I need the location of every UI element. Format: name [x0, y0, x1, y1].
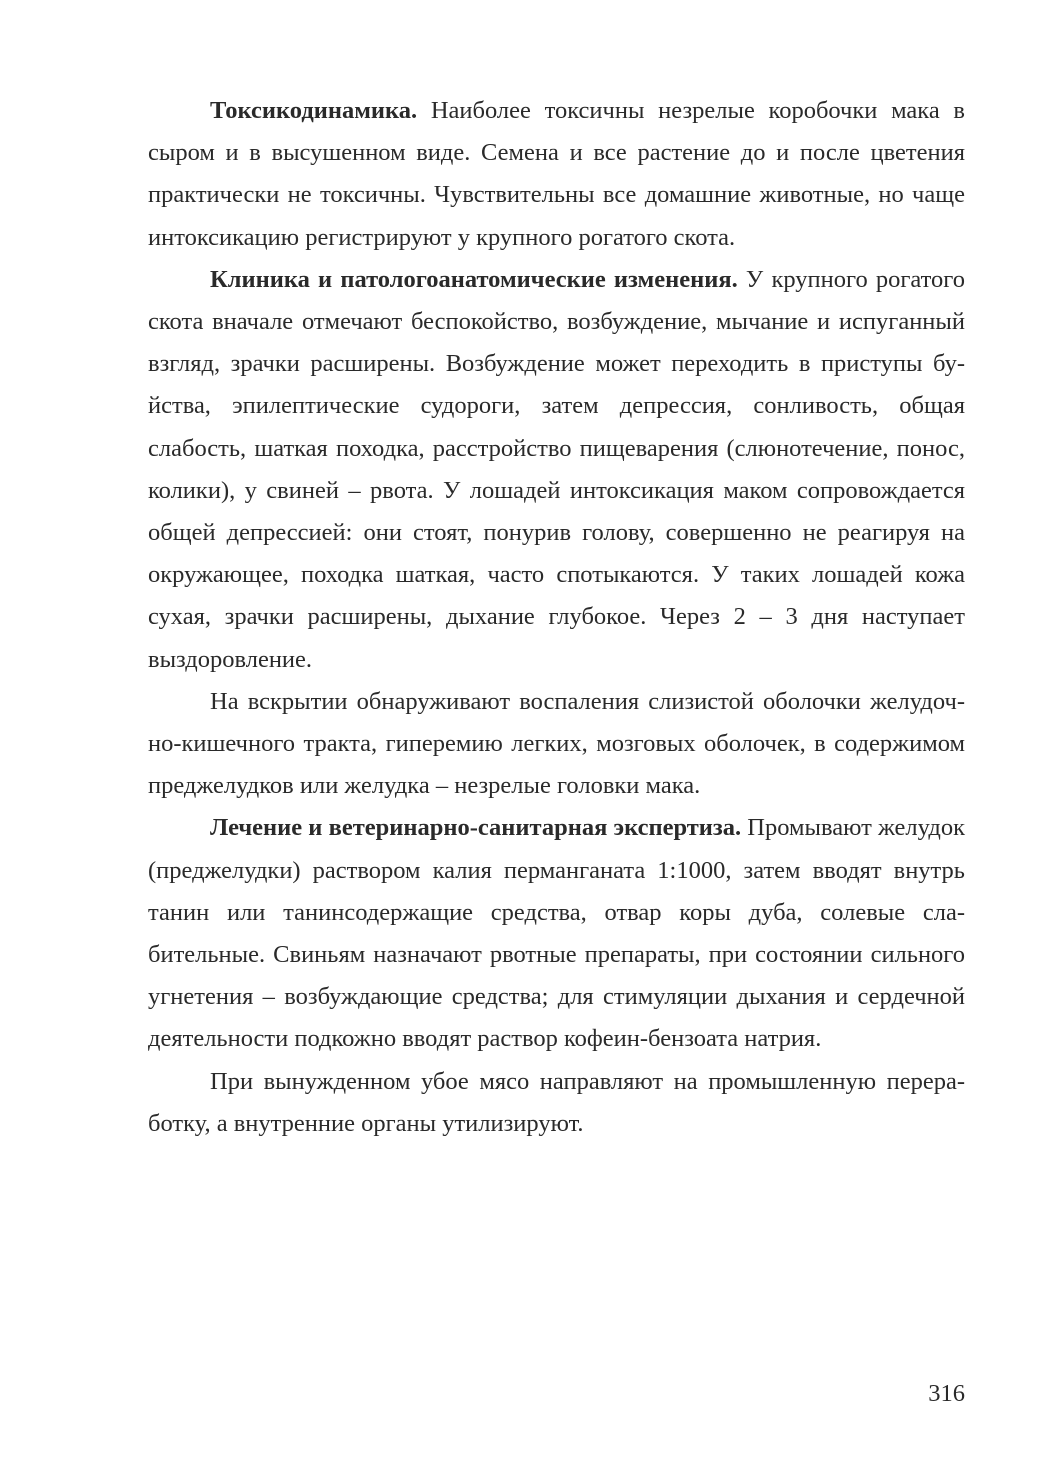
paragraph-text: Наиболее токсичны незрелые коробочки мака в сыром и в высушенном виде. Семена и все растение до и после цветения практически не токсичны. Чувствительны все домашние животные, но чаще интоксикацию регистрируют у крупного рогатого скота. [148, 97, 965, 251]
paragraph-text: У крупного рогатого скота вначале отмечают беспокойство, возбуждение, мычание и испуганный взгляд, зрачки расширены. Возбуждение может переходить в приступы буйства, эпилептические судороги, затем депрессия, сонливость, общая слабость, шаткая походка, расстройство пищеварения (слюнотечение, понос, колики), у свиней – рвота. У лошадей интоксикация маком сопровождается общей депрессией: они стоят, понурив голову, совершенно не реагируя на окружающее, походка шаткая, часто спотыкаются. У таких лошадей кожа сухая, зрачки расширены, дыхание глубокое. Через 2 – 3 дня наступает выздоровление. [148, 265, 965, 673]
page-number: 316 [928, 1380, 965, 1407]
heading-treatment: Лечение и ветеринарно-санитарная экспертиза. [210, 814, 742, 842]
paragraph-treatment [148, 807, 965, 1060]
paragraph-toxicodynamics [148, 90, 965, 259]
paragraph-autopsy [148, 681, 965, 808]
paragraph-slaughter [148, 1061, 965, 1145]
paragraph-clinic [148, 259, 965, 681]
page-body [148, 90, 965, 1145]
heading-toxicodynamics: Токсикодинамика. [210, 97, 418, 124]
heading-clinic: Клиника и патологоанатомические изменения. [210, 265, 738, 293]
paragraph-text: На вскрытии обнаруживают воспаления слизистой оболочки желудочно-кишечного тракта, гиперемию легких, мозговых оболочек, в содержимом преджелудков или желудка – незрелые головки мака. [148, 687, 965, 800]
paragraph-text: При вынужденном убое мясо направляют на промышленную переработку, а внутренние органы утилизируют. [148, 1067, 965, 1137]
paragraph-text: Промывают желудок (преджелудки) раствором калия перманганата 1:1000, затем вводят внутрь танин или танинсодержащие средства, отвар коры дуба, солевые слабительные. Свиньям назначают рвотные препараты, при состоянии сильного угнетения – возбуждающие средства; для стимуляции дыхания и сердечной деятельности подкожно вводят раствор кофеин-бензоата натрия. [148, 814, 965, 1053]
